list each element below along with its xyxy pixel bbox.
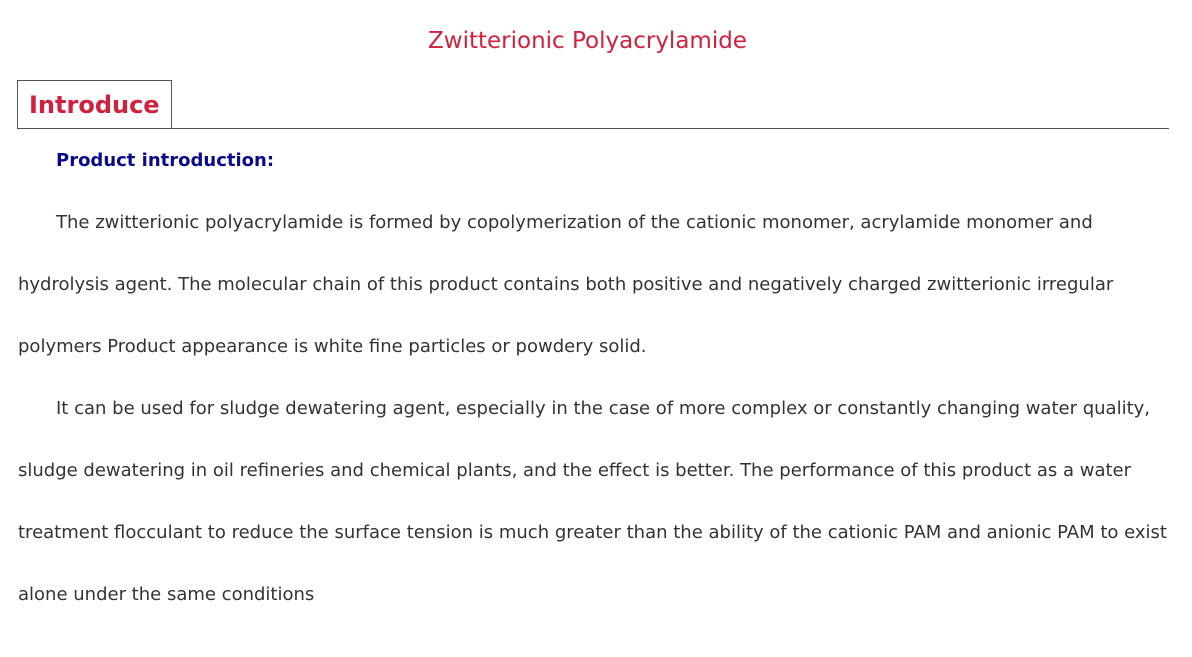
tab-bar xyxy=(17,80,1169,129)
paragraph-composition: The zwitterionic polyacrylamide is formed by copolymerization of the cationic monomer, acrylamide monomer and hydrolysis agent. The molecular chain of this product contains both positive and negatively charged zwitterionic irregular polymers Product appearance is white fine particles or powdery solid. xyxy=(18,212,1114,357)
page-title: Zwitterionic Polyacrylamide xyxy=(428,28,747,54)
tab-introduce[interactable]: Introduce xyxy=(17,80,172,128)
paragraph-application: It can be used for sludge dewatering agent, especially in the case of more complex or constantly changing water quality, sludge dewatering in oil refineries and chemical plants, and the effect is better. The performance of this product as a water treatment flocculant to reduce the surface tension is much greater than the ability of the cationic PAM and anionic PAM to exist alone under the same conditions xyxy=(18,398,1167,605)
section-heading: Product introduction: xyxy=(56,150,275,171)
tab-content xyxy=(18,130,1168,626)
